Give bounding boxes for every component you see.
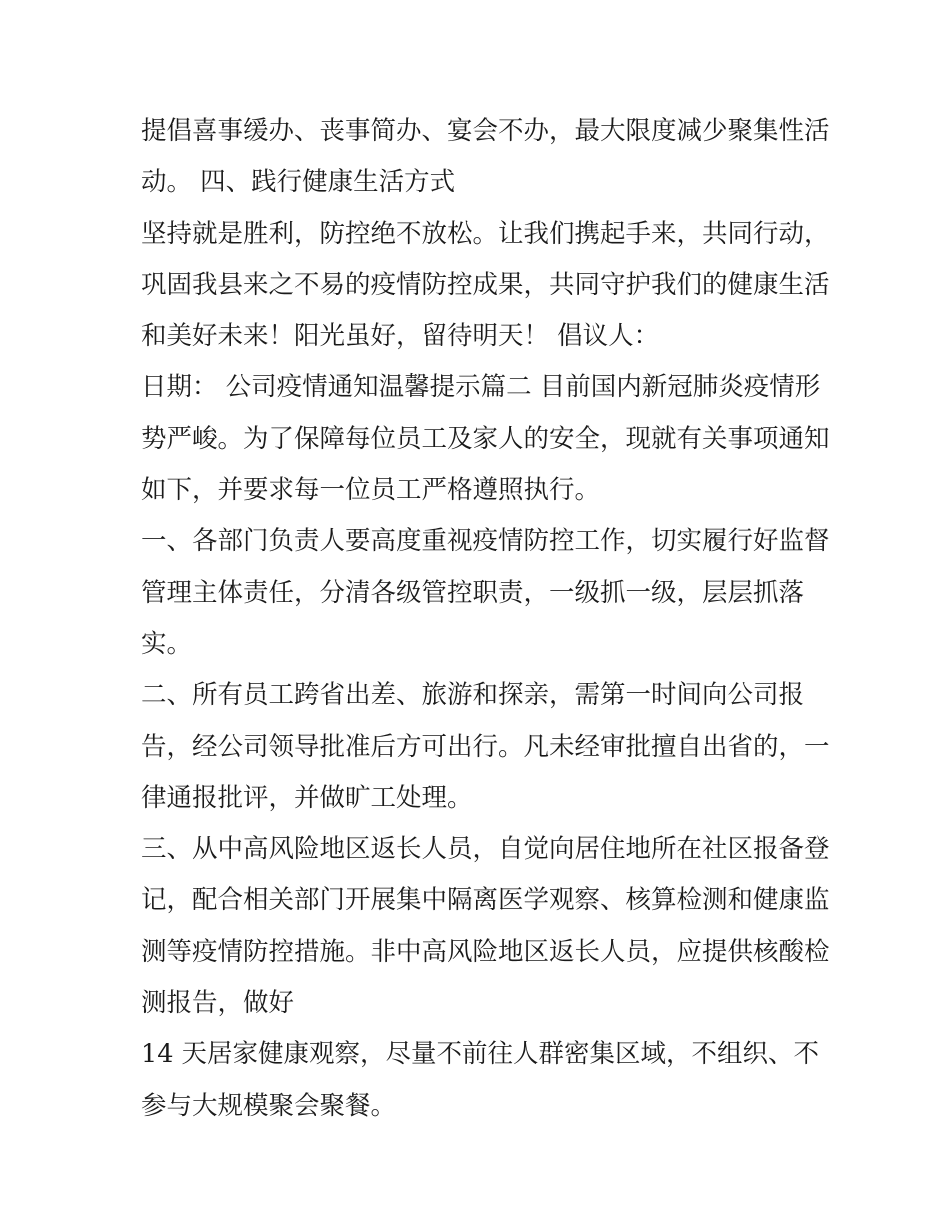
text-line: 14 天居家健康观察，尽量不前往人群密集区域，不组织、不 [141,1039,820,1070]
text-line: 巩固我县来之不易的疫情防控成果，共同守护我们的健康生活 [141,269,830,300]
text-line: 势严峻。为了保障每位员工及家人的安全，现就有关事项通知 [141,423,830,454]
text-line: 如下，并要求每一位员工严格遵照执行。 [141,475,601,506]
text-line: 测等疫情防控措施。非中高风险地区返长人员，应提供核酸检 [141,936,830,967]
text-line: 参与大规模聚会聚餐。 [141,1090,397,1121]
text-line: 管理主体责任，分清各级管控职责，一级抓一级，层层抓落 [141,577,805,608]
text-line: 和美好未来！阳光虽好，留待明天！ 倡议人： [141,321,660,352]
text-line: 一、各部门负责人要高度重视疫情防控工作，切实履行好监督 [141,526,830,557]
text-line: 三、从中高风险地区返长人员，自觉向居住地所在社区报备登 [141,834,830,865]
text-line: 实。 [141,628,193,659]
text-line: 坚持就是胜利，防控绝不放松。让我们携起手来，共同行动， [141,218,830,249]
text-line: 日期： 公司疫情通知温馨提示篇二 目前国内新冠肺炎疫情形 [141,372,821,403]
text-line: 提倡喜事缓办、丧事简办、宴会不办，最大限度减少聚集性活 [141,116,830,146]
text-line: 告，经公司领导批准后方可出行。凡未经审批擅自出省的，一 [141,731,830,762]
text-line: 律通报批评，并做旷工处理。 [141,782,473,813]
text-line: 动。 四、践行健康生活方式 [141,167,456,198]
text-line: 二、所有员工跨省出差、旅游和探亲，需第一时间向公司报 [141,680,805,711]
document-body-text [141,106,830,1132]
text-line: 记，配合相关部门开展集中隔离医学观察、核算检测和健康监 [141,885,830,916]
text-line: 测报告，做好 [141,988,295,1019]
